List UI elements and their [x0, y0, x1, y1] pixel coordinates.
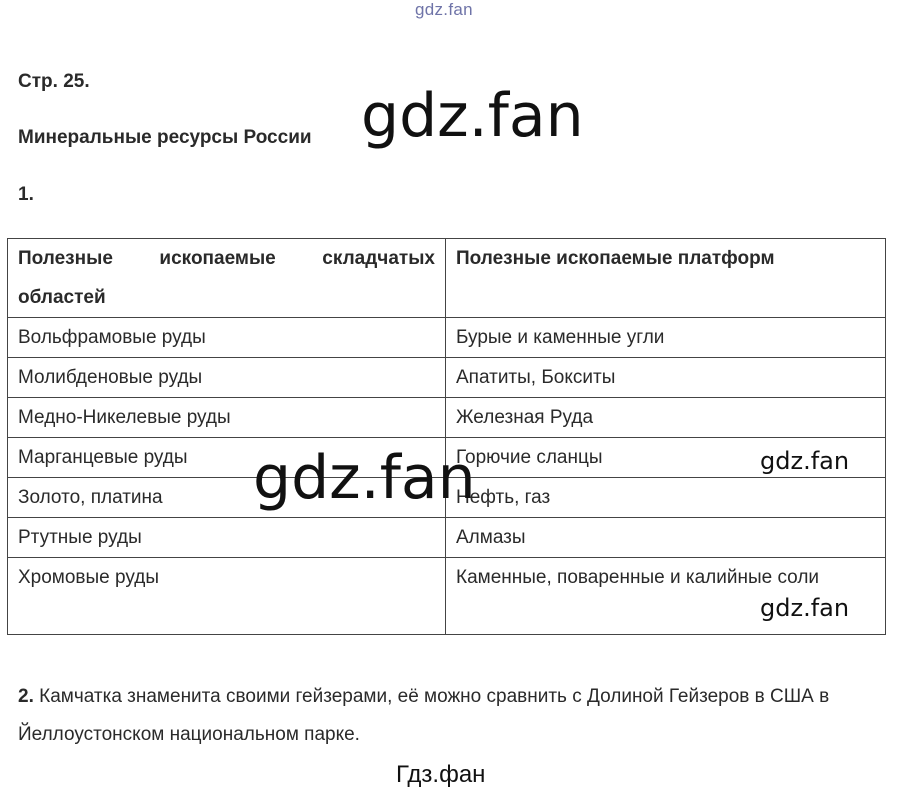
cell-fold: Медно-Никелевые руды [8, 398, 446, 438]
table-row [8, 558, 886, 635]
task-1-number: 1. [18, 184, 34, 205]
cell-fold: Ртутные руды [8, 518, 446, 558]
header-platforms: Полезные ископаемые платформ [446, 239, 886, 318]
watermark-bottom: Гдз.фан [396, 761, 486, 788]
task-2-text: Камчатка знаменита своими гейзерами, её можно сравнить с Долиной Гейзеров в США в Йеллоустонском национальном парке. [18, 686, 830, 745]
watermark-small-2: gdz.fan [760, 594, 850, 622]
section-title: Минеральные ресурсы России [18, 127, 312, 148]
table-header-row [8, 239, 886, 318]
cell-fold: Золото, платина [8, 478, 446, 518]
watermark-large-2: gdz.fan [253, 443, 476, 513]
watermark-small-1: gdz.fan [760, 447, 850, 475]
cell-platform: Каменные, поваренные и калийные соли [446, 558, 886, 635]
cell-platform: Алмазы [446, 518, 886, 558]
cell-fold: Молибденовые руды [8, 358, 446, 398]
table-row [8, 398, 886, 438]
minerals-table [7, 238, 886, 635]
cell-fold: Марганцевые руды [8, 438, 446, 478]
cell-platform: Железная Руда [446, 398, 886, 438]
cell-fold: Вольфрамовые руды [8, 318, 446, 358]
cell-platform: Нефть, газ [446, 478, 886, 518]
task-2 [18, 678, 880, 754]
cell-platform: Горючие сланцы [446, 438, 886, 478]
table-row [8, 358, 886, 398]
table-row [8, 518, 886, 558]
cell-platform: Бурые и каменные угли [446, 318, 886, 358]
cell-fold: Хромовые руды [8, 558, 446, 635]
task-2-number: 2. [18, 686, 34, 707]
watermark-large-1: gdz.fan [361, 81, 584, 151]
watermark-top: gdz.fan [415, 0, 473, 19]
page-label: Стр. 25. [18, 71, 90, 92]
table-row [8, 318, 886, 358]
header-fold-areas: Полезные ископаемые складчатых областей [8, 239, 446, 318]
cell-platform: Апатиты, Бокситы [446, 358, 886, 398]
